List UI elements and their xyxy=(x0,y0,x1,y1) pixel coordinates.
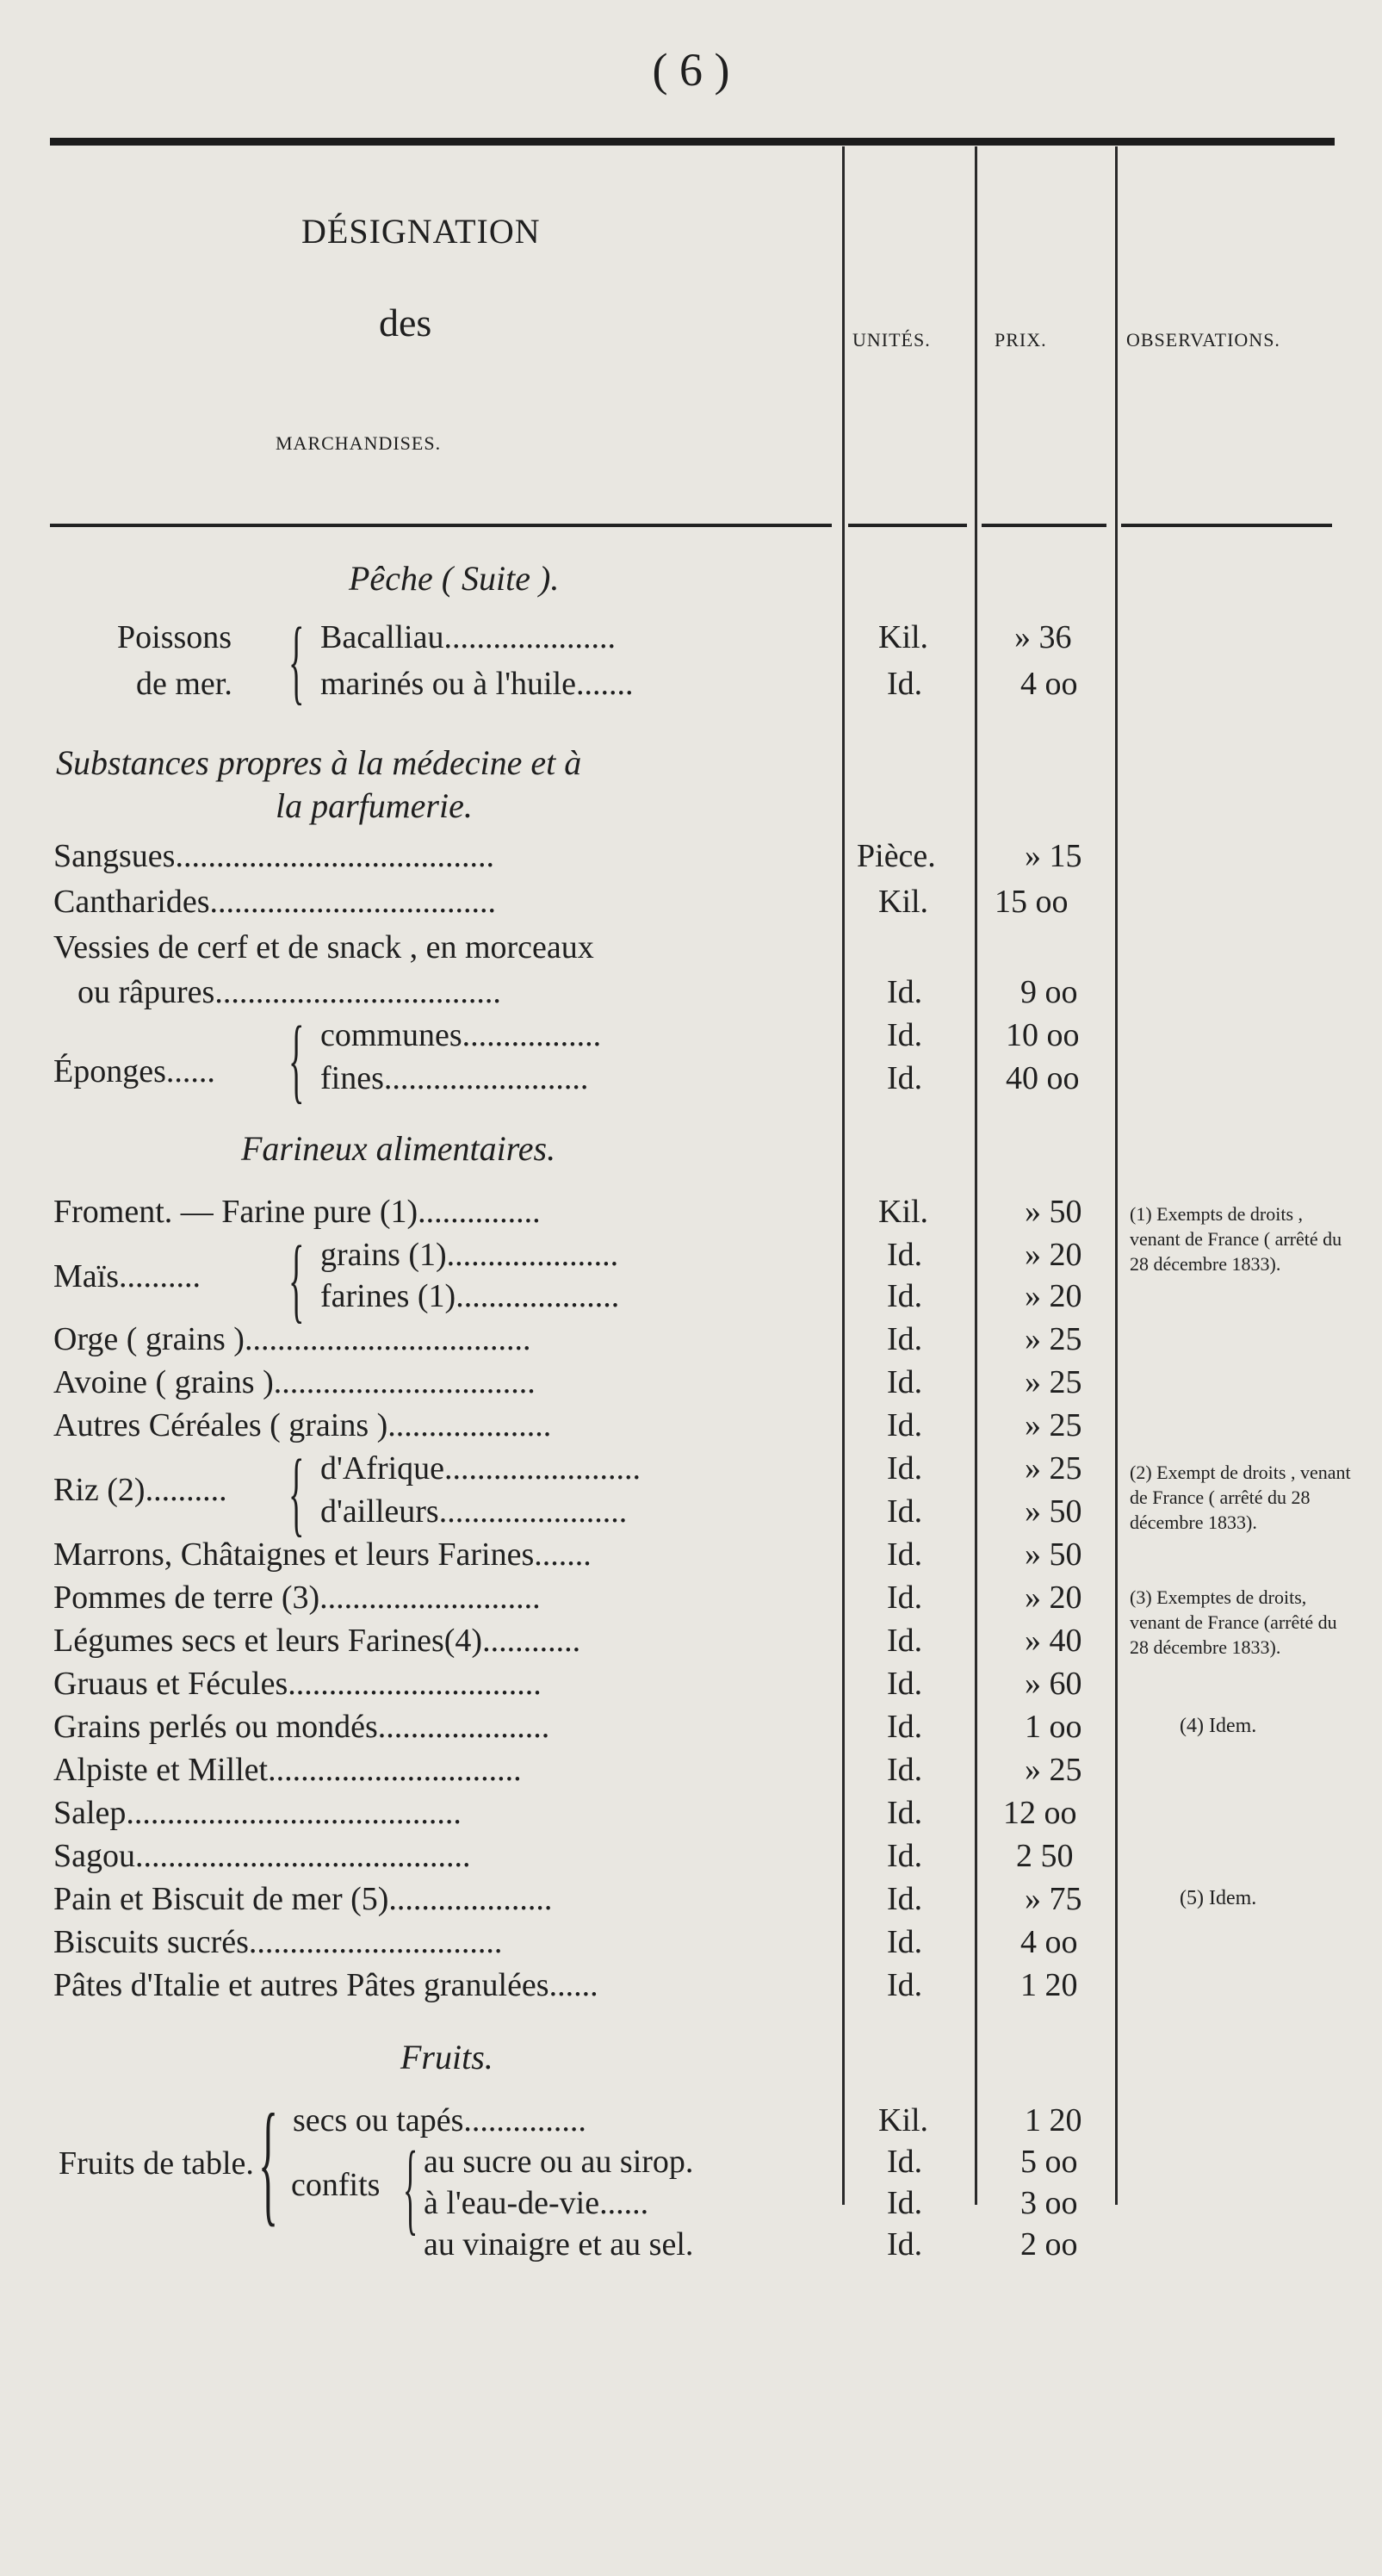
row-label: Marrons, Châtaignes et leurs Farines....... xyxy=(53,1536,592,1573)
row-price: 1 oo xyxy=(1025,1709,1082,1745)
observation-note-5: (5) Idem. xyxy=(1180,1887,1257,1909)
row-unit: Id. xyxy=(887,1278,923,1314)
observation-note-3: (3) Exemptes de droits, venant de France (arrêté du 28 décembre 1833). xyxy=(1130,1586,1337,1658)
row-label: Sangsues....................................... xyxy=(53,838,494,874)
brace-eponges: { xyxy=(288,1007,305,1112)
row-unit: Kil. xyxy=(878,1194,929,1230)
top-rule xyxy=(50,138,1335,146)
row-label: Pain et Biscuit de mer (5).................... xyxy=(53,1881,553,1917)
row-price: » 50 xyxy=(1025,1493,1082,1530)
row-unit: Id. xyxy=(887,974,923,1010)
row-label: secs ou tapés............... xyxy=(293,2102,586,2138)
observation-note-2: (2) Exempt de droits , venant de France ( arrêté du 28 décembre 1833). xyxy=(1130,1462,1351,1533)
header-rule-designation xyxy=(50,524,832,527)
row-price: » 60 xyxy=(1025,1666,1082,1702)
row-label: Grains perlés ou mondés..................... xyxy=(53,1709,550,1745)
header-unites: UNITÉS. xyxy=(852,329,931,351)
row-label: au vinaigre et au sel. xyxy=(424,2226,694,2263)
row-label: Autres Céréales ( grains ).................... xyxy=(53,1407,552,1443)
group-label-confits: confits xyxy=(291,2167,381,2203)
row-unit: Kil. xyxy=(878,884,929,920)
row-unit: Id. xyxy=(887,1881,923,1917)
column-divider-designation xyxy=(842,146,845,2205)
brace-mais: { xyxy=(288,1226,305,1331)
section-title-medecine-cont: la parfumerie. xyxy=(276,786,473,825)
row-label: ou râpures................................... xyxy=(77,974,501,1010)
row-unit: Id. xyxy=(887,1017,923,1053)
row-price: » 25 xyxy=(1025,1450,1082,1487)
row-label: Bacalliau..................... xyxy=(320,619,616,655)
row-label: Gruaus et Fécules............................... xyxy=(53,1666,542,1702)
row-unit: Id. xyxy=(887,2144,923,2180)
brace-riz: { xyxy=(288,1440,305,1545)
row-label: Biscuits sucrés............................... xyxy=(53,1924,503,1960)
row-label: farines (1).................... xyxy=(320,1278,620,1314)
row-unit: Id. xyxy=(887,1967,923,2003)
row-label: Alpiste et Millet............................... xyxy=(53,1752,522,1788)
group-label-eponges: Éponges...... xyxy=(53,1053,215,1089)
group-label-riz: Riz (2).......... xyxy=(53,1472,227,1508)
column-divider-unites xyxy=(975,146,977,2205)
row-unit: Id. xyxy=(887,2185,923,2221)
row-price: 15 oo xyxy=(995,884,1069,920)
row-label: fines......................... xyxy=(320,1060,589,1096)
header-rule-prix xyxy=(982,524,1106,527)
row-label: Cantharides................................... xyxy=(53,884,497,920)
row-unit: Pièce. xyxy=(857,838,936,874)
row-unit: Id. xyxy=(887,666,923,702)
row-label: Sagou......................................... xyxy=(53,1838,471,1874)
row-price: » 25 xyxy=(1025,1407,1082,1443)
observation-note-1: (1) Exempts de droits , venant de France ( arrêté du 28 décembre 1833). xyxy=(1130,1203,1342,1275)
row-label: d'ailleurs....................... xyxy=(320,1493,628,1530)
row-unit: Id. xyxy=(887,1321,923,1357)
row-price: » 20 xyxy=(1025,1580,1082,1616)
header-prix: PRIX. xyxy=(995,329,1047,351)
column-divider-prix xyxy=(1115,146,1118,2205)
row-label: Vessies de cerf et de snack , en morceaux xyxy=(53,929,594,965)
row-label: communes................. xyxy=(320,1017,602,1053)
brace-confits: { xyxy=(403,2130,418,2244)
section-title-farineux: Farineux alimentaires. xyxy=(241,1129,556,1168)
row-price: 2 50 xyxy=(1016,1838,1074,1874)
row-price: » 20 xyxy=(1025,1237,1082,1273)
row-price: » 25 xyxy=(1025,1364,1082,1400)
section-title-peche: Pêche ( Suite ). xyxy=(349,559,560,598)
row-price: 40 oo xyxy=(1006,1060,1080,1096)
header-rule-observations xyxy=(1121,524,1332,527)
group-label-poissons: Poissons xyxy=(117,619,232,655)
row-unit: Id. xyxy=(887,1060,923,1096)
row-price: 2 oo xyxy=(1020,2226,1078,2263)
group-label-de-mer: de mer. xyxy=(136,666,232,702)
group-label-fruits-de-table: Fruits de table. xyxy=(59,2145,254,2182)
row-price: » 20 xyxy=(1025,1278,1082,1314)
row-unit: Id. xyxy=(887,1709,923,1745)
row-price: » 50 xyxy=(1025,1536,1082,1573)
header-des: des xyxy=(379,301,432,345)
row-label: grains (1)..................... xyxy=(320,1237,619,1273)
row-unit: Id. xyxy=(887,1536,923,1573)
row-unit: Id. xyxy=(887,1493,923,1530)
row-unit: Id. xyxy=(887,1838,923,1874)
section-title-fruits: Fruits. xyxy=(400,2038,493,2076)
row-price: » 15 xyxy=(1025,838,1082,874)
header-rule-unites xyxy=(848,524,967,527)
row-price: 4 oo xyxy=(1020,666,1078,702)
row-price: 9 oo xyxy=(1020,974,1078,1010)
row-unit: Kil. xyxy=(878,619,929,655)
header-designation: DÉSIGNATION xyxy=(301,212,541,251)
header-observations: OBSERVATIONS. xyxy=(1126,329,1280,351)
page-number: ( 6 ) xyxy=(652,44,730,96)
brace-poissons: { xyxy=(288,608,305,713)
row-unit: Id. xyxy=(887,2226,923,2263)
row-label: Légumes secs et leurs Farines(4)............ xyxy=(53,1623,581,1659)
row-unit: Id. xyxy=(887,1795,923,1831)
row-label: Avoine ( grains )................................ xyxy=(53,1364,536,1400)
row-price: » 50 xyxy=(1025,1194,1082,1230)
row-label: marinés ou à l'huile....... xyxy=(320,666,634,702)
row-unit: Id. xyxy=(887,1623,923,1659)
row-price: 5 oo xyxy=(1020,2144,1078,2180)
row-price: » 25 xyxy=(1025,1752,1082,1788)
observation-note-4: (4) Idem. xyxy=(1180,1715,1257,1737)
row-price: » 36 xyxy=(1014,619,1072,655)
row-unit: Kil. xyxy=(878,2102,929,2138)
row-price: 1 20 xyxy=(1020,1967,1078,2003)
row-label: Salep......................................... xyxy=(53,1795,462,1831)
row-label: Froment. — Farine pure (1)............... xyxy=(53,1194,541,1230)
row-unit: Id. xyxy=(887,1364,923,1400)
row-price: » 25 xyxy=(1025,1321,1082,1357)
row-price: 3 oo xyxy=(1020,2185,1078,2221)
row-unit: Id. xyxy=(887,1450,923,1487)
header-marchandises: MARCHANDISES. xyxy=(276,432,442,454)
row-price: » 75 xyxy=(1025,1881,1082,1917)
row-label: Pommes de terre (3)........................... xyxy=(53,1580,541,1616)
row-label: à l'eau-de-vie...... xyxy=(424,2185,649,2221)
section-title-medecine: Substances propres à la médecine et à xyxy=(56,743,582,782)
row-price: 4 oo xyxy=(1020,1924,1078,1960)
row-unit: Id. xyxy=(887,1580,923,1616)
row-unit: Id. xyxy=(887,1407,923,1443)
row-price: 12 oo xyxy=(1003,1795,1077,1831)
row-unit: Id. xyxy=(887,1924,923,1960)
brace-fruits-de-table: { xyxy=(258,2085,279,2238)
row-label: Orge ( grains )................................... xyxy=(53,1321,531,1357)
row-unit: Id. xyxy=(887,1237,923,1273)
row-label: au sucre ou au sirop. xyxy=(424,2144,694,2180)
row-price: 1 20 xyxy=(1025,2102,1082,2138)
row-price: 10 oo xyxy=(1006,1017,1080,1053)
group-label-mais: Maïs.......... xyxy=(53,1258,201,1294)
row-unit: Id. xyxy=(887,1752,923,1788)
row-label: Pâtes d'Italie et autres Pâtes granulées...... xyxy=(53,1967,598,2003)
row-unit: Id. xyxy=(887,1666,923,1702)
row-price: » 40 xyxy=(1025,1623,1082,1659)
row-label: d'Afrique........................ xyxy=(320,1450,641,1487)
